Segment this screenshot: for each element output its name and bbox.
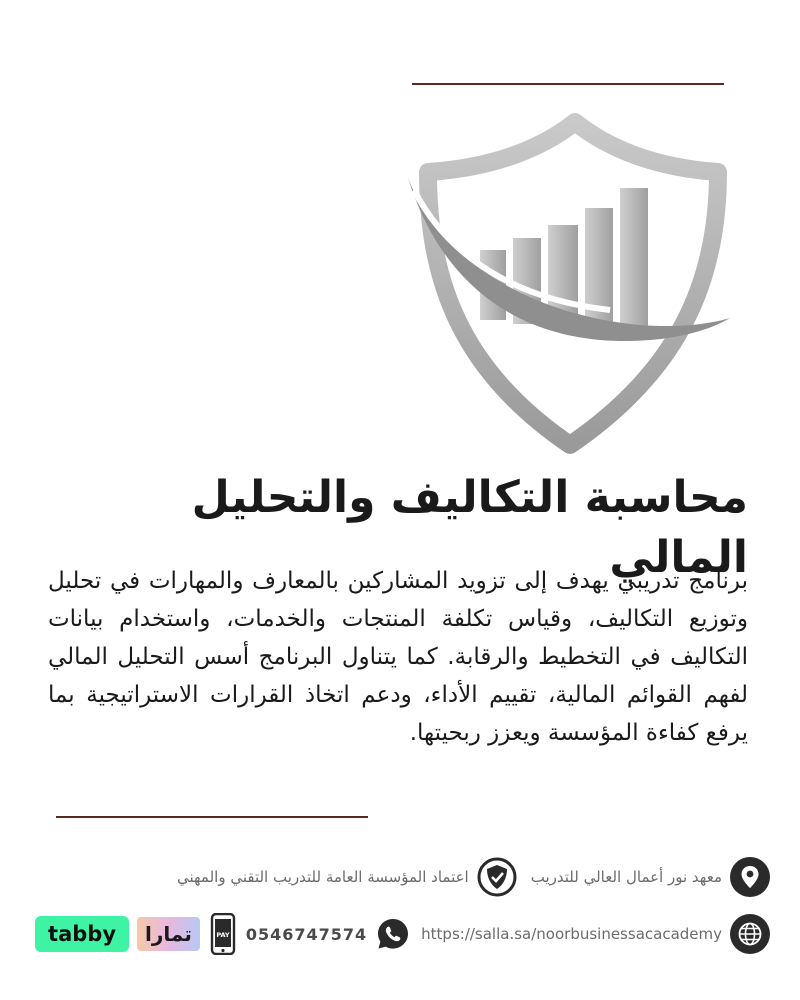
phone-number[interactable]: 0546747574 [245, 924, 368, 944]
footer-contact-row [0, 912, 800, 956]
page-title: محاسبة التكاليف والتحليل المالي [191, 472, 748, 583]
bottom-divider [56, 816, 368, 818]
phone-pay-icon [208, 913, 238, 955]
website-link[interactable]: https://salla.sa/noorbusinessacacademy [421, 925, 722, 943]
shield-chart-logo [400, 110, 730, 455]
location-pin-icon [730, 857, 770, 897]
tabby-label: tabby [48, 922, 117, 946]
footer-info-row [0, 855, 800, 899]
tabby-logo [35, 916, 129, 952]
tamara-label: تمارا [145, 922, 192, 946]
globe-icon [730, 914, 770, 954]
program-description: برنامج تدريبي يهدف إلى تزويد المشاركين بالمعارف والمهارات في تحليل وتوزيع التكاليف، وقياس تكلفة المنتجات والخدمات، واستخدام بيانات التكاليف في التخطيط والرقابة. كما يتناول البرنامج أسس التحليل المالي لفهم القوائم المالية، تقييم الأداء، ودعم اتخاذ القرارات الاستراتيجية بما يرفع كفاءة المؤسسة ويعزز ربحيتها. [48, 568, 748, 746]
verified-badge-icon [475, 855, 519, 899]
top-divider [412, 83, 724, 85]
tamara-logo [137, 917, 200, 951]
pay-label: PAY [216, 931, 230, 939]
institute-name: معهد نور أعمال العالي للتدريب [530, 868, 722, 886]
accreditation-text: اعتماد المؤسسة العامة للتدريب التقني والمهني [176, 868, 469, 886]
whatsapp-icon[interactable] [373, 914, 413, 954]
